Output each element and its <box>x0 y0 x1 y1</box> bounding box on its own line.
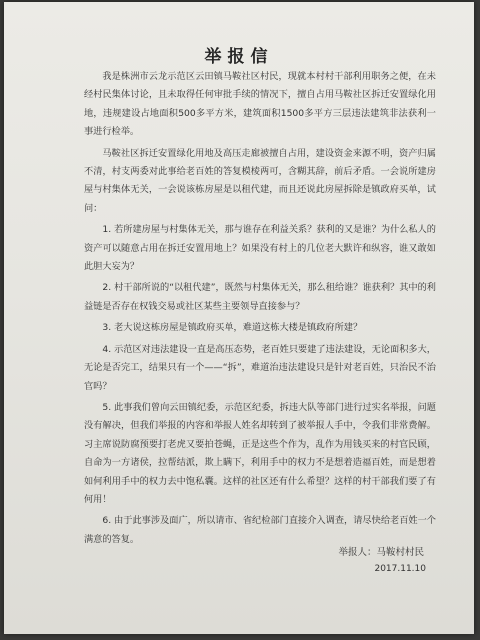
date: 2017.11.10 <box>374 564 426 574</box>
letter-paper <box>4 2 474 634</box>
paragraph-intro: 我是株洲市云龙示范区云田镇马鞍社区村民，现就本村村干部利用职务之便，在未经村民集体讨论，且未取得任何审批手续的情况下，擅自占用马鞍社区拆迁安置绿化用地，违规建设占地面积500多平方米，建筑面积1500多平方三层违法建筑非法获利一事进行检举。 <box>84 71 436 138</box>
paragraph-background: 马鞍社区拆迁安置绿化用地及高压走廊被擅自占用，建设资金来源不明，资产归属不清，村支两委对此事给老百姓的答复模棱两可，含糊其辞，前后矛盾。一会说所建房屋与村集体无关，一会说该栋房屋是以租代建，而且还说此房屋拆除是镇政府买单，试问： <box>84 147 436 214</box>
letter-body <box>84 68 436 549</box>
question-2: 2. 村干部所说的“以租代建”，既然与村集体无关，那么租给谁？谁获利？其中的利益链是否存在权钱交易或社区某些主要领导直接参与？ <box>84 282 436 312</box>
question-4: 4. 示范区对违法建设一直是高压态势，老百姓只要建了违法建设，无论面积多大，无论是否完工，结果只有一个——“拆”，难道治违法建设只是针对老百姓，只治民不治官吗？ <box>84 343 436 392</box>
point-6: 6. 由于此事涉及面广，所以请市、省纪检部门直接介入调查，请尽快给老百姓一个满意的答复。 <box>84 515 436 545</box>
point-5: 5. 此事我们曾向云田镇纪委，示范区纪委，拆违大队等部门进行过实名举报，问题没有解决，但我们举报的内容和举报人姓名却转到了被举报人手中，令我们非常费解。习主席说防腐预要打老虎又要拍苍蝇，正是这些个作为，乱作为用钱买来的村官民顾，自命为一方诸侯，拉帮结派，欺上瞒下，利用手中的权力不是想着造福百姓，而是想着如何利用手中的权力去中饱私囊。这样的社区还有什么希望？这样的村干部我们要了有何用！ <box>84 401 436 505</box>
question-3: 3. 老大说这栋房屋是镇政府买单，难道这栋大楼是镇政府所建？ <box>102 322 363 334</box>
letter-title: 举报信 <box>204 47 274 67</box>
signature: 举报人：马鞍村村民 <box>338 547 424 558</box>
question-1: 1. 若所建房屋与村集体无关，那与谁存在利益关系？获利的又是谁？为什么私人的资产可以随意占用在拆迁安置用地上？如果没有村上的几位老大默许和纵容，谁又敢如此胆大妄为？ <box>84 224 436 273</box>
